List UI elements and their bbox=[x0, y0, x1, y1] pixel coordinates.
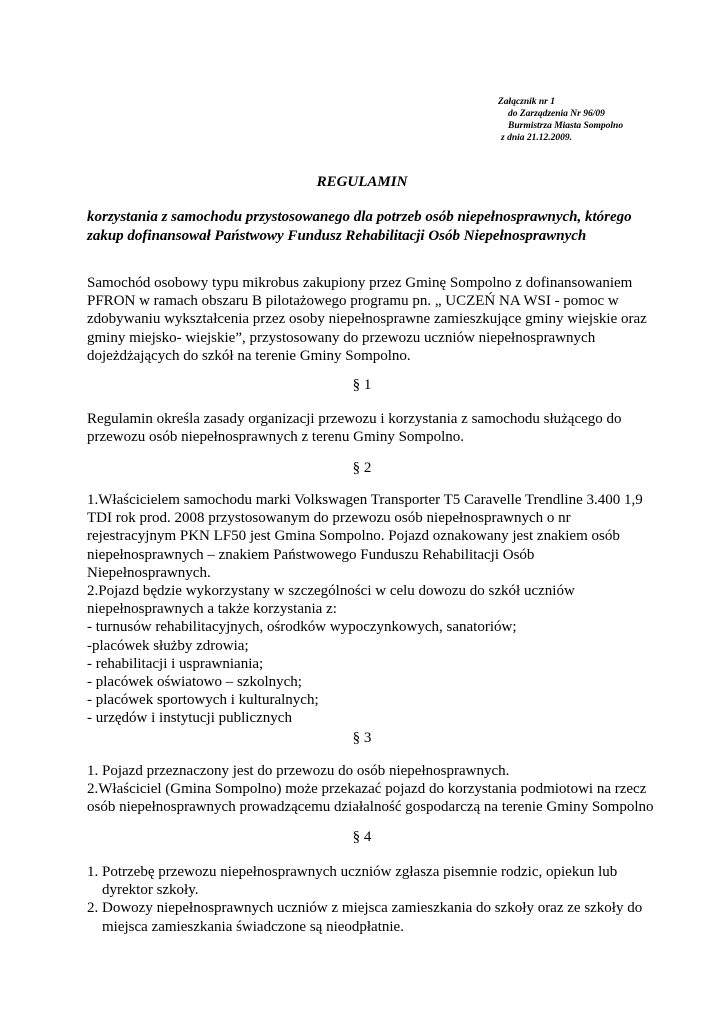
list-item: - placówek oświatowo – szkolnych; bbox=[87, 674, 302, 691]
list-item: - turnusów rehabilitacyjnych, ośrodków wypoczynkowych, sanatoriów; bbox=[87, 619, 517, 636]
section-3-body bbox=[87, 762, 654, 817]
list-item: - urzędów i instytucji publicznych bbox=[87, 710, 292, 727]
text-line: 1.Właścicielem samochodu marki Volkswagen Transporter T5 Caravelle Trendline 3.400 1,9 bbox=[87, 492, 643, 508]
text-line: 2.Właściciel (Gmina Sompolno) może przekazać pojazd do korzystania podmiotowi na rzecz bbox=[87, 781, 647, 798]
section-heading-3: § 3 bbox=[352, 730, 372, 746]
annex-line: Burmistrza Miasta Sompolno bbox=[508, 121, 624, 131]
subtitle-line: korzystania z samochodu przystosowanego dla potrzeb osób niepełnosprawnych, którego bbox=[87, 209, 632, 225]
text-line: rejestracyjnym PKN LF50 jest Gmina Sompolno. Pojazd oznakowany jest znakiem osób bbox=[87, 528, 620, 545]
list-item: - rehabilitacji i usprawniania; bbox=[87, 655, 264, 672]
text-line: niepełnosprawnych – znakiem Państwowego Funduszu Rehabilitacji Osób bbox=[87, 546, 535, 563]
intro-paragraph bbox=[87, 274, 647, 365]
text-line: 1. Pojazd przeznaczony jest do przewozu do osób niepełnosprawnych. bbox=[87, 763, 510, 779]
section-2-body bbox=[87, 491, 647, 728]
subtitle-line: zakup dofinansował Państwowy Fundusz Rehabilitacji Osób Niepełnosprawnych bbox=[87, 228, 587, 244]
list-item: -placówek służby zdrowia; bbox=[87, 637, 249, 654]
section-1-body bbox=[87, 410, 647, 446]
list-item: - placówek sportowych i kulturalnych; bbox=[87, 692, 319, 709]
list-item: 1. Potrzebę przewozu niepełnosprawnych uczniów zgłasza pisemnie rodzic, opiekun lub bbox=[87, 864, 618, 880]
text-line: przewozu osób niepełnosprawnych z terenu Gminy Sompolno. bbox=[87, 429, 464, 446]
annex-line: z dnia 21.12.2009. bbox=[501, 133, 572, 143]
section-4-body bbox=[87, 863, 647, 936]
text-line: Regulamin określa zasady organizacji przewozu i korzystania z samochodu służącego do bbox=[87, 411, 622, 427]
section-heading-1: § 1 bbox=[352, 377, 372, 393]
text-line: 2.Pojazd będzie wykorzystany w szczególności w celu dowozu do szkół uczniów bbox=[87, 583, 575, 600]
text-line: Samochód osobowy typu mikrobus zakupiony przez Gminę Sompolno z dofinansowaniem bbox=[87, 275, 633, 291]
text-line: PFRON w ramach obszaru B pilotażowego programu pn. „ UCZEŃ NA WSI - pomoc w bbox=[87, 293, 619, 310]
text-line: dojeżdżających do szkół na terenie Gminy Sompolno. bbox=[87, 347, 411, 364]
text-line: TDI rok prod. 2008 przystosowanym do przewozu osób niepełnosprawnych o nr bbox=[87, 510, 571, 527]
text-line: zdobywaniu wykształcenia przez osoby niepełnosprawne zamieszkujące gminy wiejskie oraz bbox=[87, 311, 647, 328]
list-item-continuation: miejsca zamieszkania świadczone są nieodpłatnie. bbox=[102, 918, 404, 935]
text-line: niepełnosprawnych a także korzystania z: bbox=[87, 601, 337, 618]
annex-note bbox=[498, 96, 623, 144]
section-heading-4: § 4 bbox=[352, 829, 372, 845]
annex-line: do Zarządzenia Nr 96/09 bbox=[508, 109, 605, 119]
text-line: osób niepełnosprawnych prowadzącemu działalność gospodarczą na terenie Gminy Sompolno bbox=[87, 799, 654, 816]
document-title: REGULAMIN bbox=[316, 174, 408, 190]
text-line: gminy miejsko- wiejskie”, przystosowany do przewozu uczniów niepełnosprawnych bbox=[87, 329, 596, 346]
annex-line: Załącznik nr 1 bbox=[498, 97, 556, 107]
section-heading-2: § 2 bbox=[352, 460, 372, 476]
text-line: Niepełnosprawnych. bbox=[87, 564, 211, 581]
list-item: 2. Dowozy niepełnosprawnych uczniów z miejsca zamieszkania do szkoły oraz ze szkoły do bbox=[87, 900, 643, 917]
list-item-continuation: dyrektor szkoły. bbox=[102, 882, 199, 899]
document-subtitle bbox=[87, 208, 647, 246]
